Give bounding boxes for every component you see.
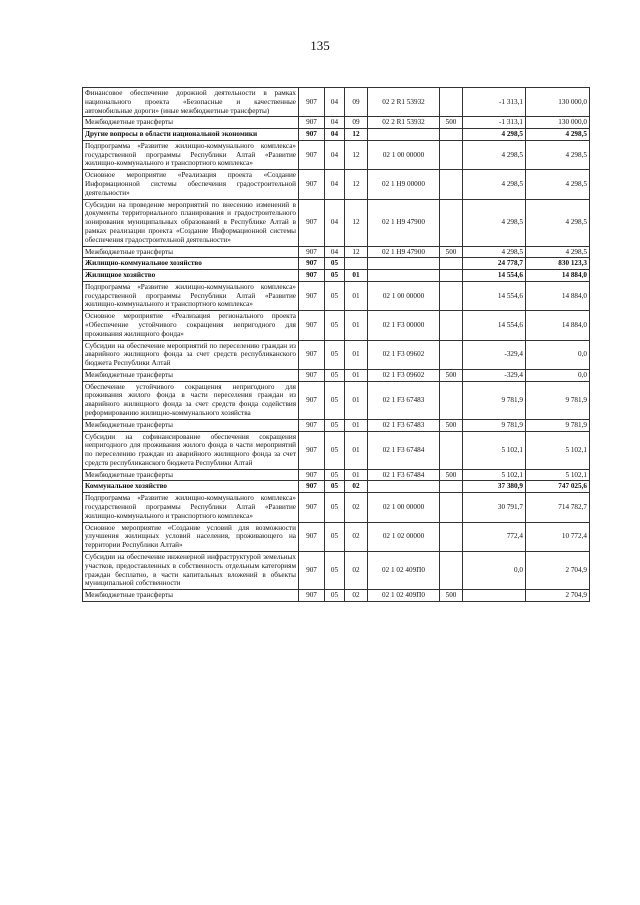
expense-type xyxy=(440,522,463,551)
subsection-code: 02 xyxy=(345,590,368,602)
ministry-code: 907 xyxy=(299,381,325,419)
ministry-code: 907 xyxy=(299,311,325,340)
ministry-code: 907 xyxy=(299,369,325,381)
amount-change: 30 791,7 xyxy=(463,493,526,522)
ministry-code: 907 xyxy=(299,590,325,602)
table-row xyxy=(83,88,590,117)
subsection-code: 01 xyxy=(345,270,368,282)
section-code: 05 xyxy=(325,469,345,481)
ministry-code: 907 xyxy=(299,170,325,199)
ministry-code: 907 xyxy=(299,88,325,117)
section-code: 04 xyxy=(325,117,345,129)
section-code: 05 xyxy=(325,481,345,493)
expense-type: 500 xyxy=(440,369,463,381)
section-code: 04 xyxy=(325,170,345,199)
amount-change: 37 380,9 xyxy=(463,481,526,493)
expense-type xyxy=(440,140,463,169)
amount-change xyxy=(463,590,526,602)
amount-total: 9 781,9 xyxy=(526,381,590,419)
subsection-code: 01 xyxy=(345,281,368,310)
ministry-code: 907 xyxy=(299,258,325,270)
budget-table xyxy=(82,87,590,602)
amount-change: 0,0 xyxy=(463,551,526,589)
expense-type: 500 xyxy=(440,419,463,431)
row-name: Жилищно-коммунальное хозяйство xyxy=(83,258,299,270)
expense-type xyxy=(440,431,463,469)
table-row xyxy=(83,493,590,522)
section-code: 05 xyxy=(325,493,345,522)
row-name: Другие вопросы в области национальной экономики xyxy=(83,129,299,141)
amount-total: 4 298,5 xyxy=(526,140,590,169)
section-code: 05 xyxy=(325,419,345,431)
row-name: Подпрограмма «Развитие жилищно-коммунального комплекса» государственной программы Республики Алтай «Развитие жилищно-коммунального и транспортного комплекса» xyxy=(83,493,299,522)
row-name: Основное мероприятие «Реализация проекта «Создание Информационной системы обеспечения градостроительной деятельности» xyxy=(83,170,299,199)
section-code: 04 xyxy=(325,129,345,141)
table-row xyxy=(83,311,590,340)
amount-total: 130 000,0 xyxy=(526,117,590,129)
expense-type xyxy=(440,551,463,589)
row-name: Основное мероприятие «Создание условий для возможности улучшения жилищных условий населения, проживающего на территории Республики Алтай» xyxy=(83,522,299,551)
row-name: Межбюджетные трансферты xyxy=(83,469,299,481)
subsection-code: 01 xyxy=(345,419,368,431)
subsection-code: 01 xyxy=(345,340,368,369)
subsection-code: 02 xyxy=(345,493,368,522)
row-name: Межбюджетные трансферты xyxy=(83,246,299,258)
section-code: 04 xyxy=(325,140,345,169)
row-name: Субсидии на софинансирование обеспечения сокращения непригодного для проживания жилого фонда в части мероприятий по переселению граждан из аварийного жилищного фонда за счет средств республиканского бюджета Республики Алтай xyxy=(83,431,299,469)
expense-type xyxy=(440,340,463,369)
subsection-code: 01 xyxy=(345,431,368,469)
amount-change: 14 554,6 xyxy=(463,270,526,282)
expense-type xyxy=(440,129,463,141)
amount-total: 14 884,0 xyxy=(526,270,590,282)
table-row xyxy=(83,590,590,602)
section-code: 05 xyxy=(325,311,345,340)
expense-type xyxy=(440,88,463,117)
amount-change: 14 554,6 xyxy=(463,311,526,340)
subsection-code: 02 xyxy=(345,551,368,589)
expense-type xyxy=(440,199,463,246)
section-code: 05 xyxy=(325,258,345,270)
amount-total: 2 704,9 xyxy=(526,551,590,589)
table-row xyxy=(83,419,590,431)
table-row xyxy=(83,481,590,493)
table-row xyxy=(83,522,590,551)
expense-type xyxy=(440,481,463,493)
amount-change: -1 313,1 xyxy=(463,88,526,117)
section-code: 05 xyxy=(325,340,345,369)
row-name: Подпрограмма «Развитие жилищно-коммунального комплекса» государственной программы Республики Алтай «Развитие жилищно-коммунального и транспортного комплекса» xyxy=(83,140,299,169)
ministry-code: 907 xyxy=(299,522,325,551)
target-article: 02 1 02 409П0 xyxy=(368,551,440,589)
expense-type xyxy=(440,493,463,522)
target-article: 02 1 F3 09602 xyxy=(368,369,440,381)
amount-change: 5 102,1 xyxy=(463,431,526,469)
row-name: Межбюджетные трансферты xyxy=(83,369,299,381)
target-article: 02 1 F3 67483 xyxy=(368,419,440,431)
amount-total: 0,0 xyxy=(526,340,590,369)
section-code: 05 xyxy=(325,522,345,551)
table-row xyxy=(83,340,590,369)
expense-type xyxy=(440,270,463,282)
section-code: 04 xyxy=(325,199,345,246)
row-name: Основное мероприятие «Реализация регионального проекта «Обеспечение устойчивого сокращения непригодного для проживания жилищного фонда» xyxy=(83,311,299,340)
target-article: 02 1 F3 09602 xyxy=(368,340,440,369)
amount-change: 9 781,9 xyxy=(463,381,526,419)
table-row xyxy=(83,369,590,381)
ministry-code: 907 xyxy=(299,199,325,246)
row-name: Межбюджетные трансферты xyxy=(83,590,299,602)
section-code: 05 xyxy=(325,270,345,282)
section-code: 04 xyxy=(325,88,345,117)
subsection-code: 02 xyxy=(345,481,368,493)
target-article: 02 1 F3 00000 xyxy=(368,311,440,340)
amount-total: 130 000,0 xyxy=(526,88,590,117)
ministry-code: 907 xyxy=(299,281,325,310)
table-row xyxy=(83,431,590,469)
ministry-code: 907 xyxy=(299,419,325,431)
amount-total: 9 781,9 xyxy=(526,419,590,431)
section-code: 05 xyxy=(325,281,345,310)
subsection-code: 09 xyxy=(345,88,368,117)
ministry-code: 907 xyxy=(299,246,325,258)
table-row xyxy=(83,469,590,481)
table-row xyxy=(83,129,590,141)
table-row xyxy=(83,281,590,310)
target-article: 02 1 00 00000 xyxy=(368,281,440,310)
ministry-code: 907 xyxy=(299,340,325,369)
target-article xyxy=(368,129,440,141)
subsection-code: 09 xyxy=(345,117,368,129)
target-article xyxy=(368,270,440,282)
amount-change: 14 554,6 xyxy=(463,281,526,310)
table-row xyxy=(83,140,590,169)
amount-change: -329,4 xyxy=(463,369,526,381)
amount-change: 772,4 xyxy=(463,522,526,551)
target-article: 02 2 R1 53932 xyxy=(368,88,440,117)
amount-total: 0,0 xyxy=(526,369,590,381)
subsection-code: 12 xyxy=(345,170,368,199)
amount-total: 5 102,1 xyxy=(526,469,590,481)
row-name: Субсидии на обеспечение мероприятий по переселению граждан из аварийного жилищного фонда за счет средств республиканского бюджета Республики Алтай xyxy=(83,340,299,369)
target-article: 02 1 F3 67484 xyxy=(368,431,440,469)
table-row xyxy=(83,199,590,246)
table-row xyxy=(83,381,590,419)
section-code: 05 xyxy=(325,381,345,419)
row-name: Коммунальное хозяйство xyxy=(83,481,299,493)
section-code: 05 xyxy=(325,551,345,589)
expense-type: 500 xyxy=(440,590,463,602)
amount-total: 4 298,5 xyxy=(526,199,590,246)
amount-change: 4 298,5 xyxy=(463,199,526,246)
expense-type: 500 xyxy=(440,117,463,129)
ministry-code: 907 xyxy=(299,117,325,129)
expense-type: 500 xyxy=(440,469,463,481)
target-article xyxy=(368,481,440,493)
table-row xyxy=(83,258,590,270)
table-row xyxy=(83,270,590,282)
target-article: 02 1 F3 67484 xyxy=(368,469,440,481)
subsection-code: 01 xyxy=(345,381,368,419)
subsection-code: 01 xyxy=(345,469,368,481)
section-code: 05 xyxy=(325,369,345,381)
target-article: 02 1 00 00000 xyxy=(368,140,440,169)
subsection-code: 01 xyxy=(345,311,368,340)
target-article: 02 1 00 00000 xyxy=(368,493,440,522)
ministry-code: 907 xyxy=(299,270,325,282)
ministry-code: 907 xyxy=(299,551,325,589)
amount-change: 4 298,5 xyxy=(463,170,526,199)
amount-total: 5 102,1 xyxy=(526,431,590,469)
amount-change: -329,4 xyxy=(463,340,526,369)
row-name: Жилищное хозяйство xyxy=(83,270,299,282)
table-row xyxy=(83,117,590,129)
target-article: 02 1 Н9 00000 xyxy=(368,170,440,199)
table-row xyxy=(83,246,590,258)
target-article: 02 1 F3 67483 xyxy=(368,381,440,419)
ministry-code: 907 xyxy=(299,140,325,169)
row-name: Обеспечение устойчивого сокращения непригодного для проживания жилого фонда в части переселения граждан из аварийного жилищного фонда за счет средств фонда содействия реформированию жилищно-коммунального хозяйства xyxy=(83,381,299,419)
amount-total: 830 123,3 xyxy=(526,258,590,270)
row-name: Межбюджетные трансферты xyxy=(83,117,299,129)
table-row xyxy=(83,551,590,589)
row-name: Субсидии на обеспечение инженерной инфраструктурой земельных участков, предоставленных в собственность отдельным категориям граждан бесплатно, в части капитальных вложений в объекты муниципальной собственности xyxy=(83,551,299,589)
amount-change: 5 102,1 xyxy=(463,469,526,481)
amount-change: 4 298,5 xyxy=(463,129,526,141)
ministry-code: 907 xyxy=(299,469,325,481)
subsection-code: 01 xyxy=(345,369,368,381)
target-article xyxy=(368,258,440,270)
target-article: 02 1 02 409П0 xyxy=(368,590,440,602)
row-name: Межбюджетные трансферты xyxy=(83,419,299,431)
ministry-code: 907 xyxy=(299,493,325,522)
subsection-code: 12 xyxy=(345,246,368,258)
target-article: 02 1 Н9 47900 xyxy=(368,246,440,258)
amount-change: 4 298,5 xyxy=(463,246,526,258)
section-code: 05 xyxy=(325,590,345,602)
target-article: 02 1 Н9 47900 xyxy=(368,199,440,246)
page-number: 135 xyxy=(310,38,330,53)
subsection-code: 12 xyxy=(345,129,368,141)
amount-total: 14 884,0 xyxy=(526,311,590,340)
amount-total: 747 025,6 xyxy=(526,481,590,493)
section-code: 04 xyxy=(325,246,345,258)
amount-total: 4 298,5 xyxy=(526,129,590,141)
amount-total: 4 298,5 xyxy=(526,170,590,199)
amount-total: 4 298,5 xyxy=(526,246,590,258)
row-name: Субсидии на проведение мероприятий по внесению изменений в документы территориального планирования и градостроительного зонирования муниципальных образований в Республике Алтай в рамках реализации проекта «Создание Информационной системы обеспечения градостроительной деятельности» xyxy=(83,199,299,246)
table-row xyxy=(83,170,590,199)
amount-total: 10 772,4 xyxy=(526,522,590,551)
ministry-code: 907 xyxy=(299,129,325,141)
amount-change: -1 313,1 xyxy=(463,117,526,129)
amount-change: 4 298,5 xyxy=(463,140,526,169)
expense-type: 500 xyxy=(440,246,463,258)
row-name: Подпрограмма «Развитие жилищно-коммунального комплекса» государственной программы Республики Алтай «Развитие жилищно-коммунального и транспортного комплекса» xyxy=(83,281,299,310)
amount-change: 24 778,7 xyxy=(463,258,526,270)
target-article: 02 1 02 00000 xyxy=(368,522,440,551)
amount-total: 714 782,7 xyxy=(526,493,590,522)
expense-type xyxy=(440,170,463,199)
expense-type xyxy=(440,381,463,419)
ministry-code: 907 xyxy=(299,481,325,493)
budget-table-body xyxy=(83,88,590,602)
target-article: 02 2 R1 53932 xyxy=(368,117,440,129)
expense-type xyxy=(440,258,463,270)
subsection-code xyxy=(345,258,368,270)
subsection-code: 12 xyxy=(345,140,368,169)
expense-type xyxy=(440,311,463,340)
amount-change: 9 781,9 xyxy=(463,419,526,431)
section-code: 05 xyxy=(325,431,345,469)
amount-total: 2 704,9 xyxy=(526,590,590,602)
expense-type xyxy=(440,281,463,310)
ministry-code: 907 xyxy=(299,431,325,469)
row-name: Финансовое обеспечение дорожной деятельности в рамках национального проекта «Безопасные и качественные автомобильные дороги» (иные межбюджетные трансферты) xyxy=(83,88,299,117)
subsection-code: 02 xyxy=(345,522,368,551)
subsection-code: 12 xyxy=(345,199,368,246)
amount-total: 14 884,0 xyxy=(526,281,590,310)
